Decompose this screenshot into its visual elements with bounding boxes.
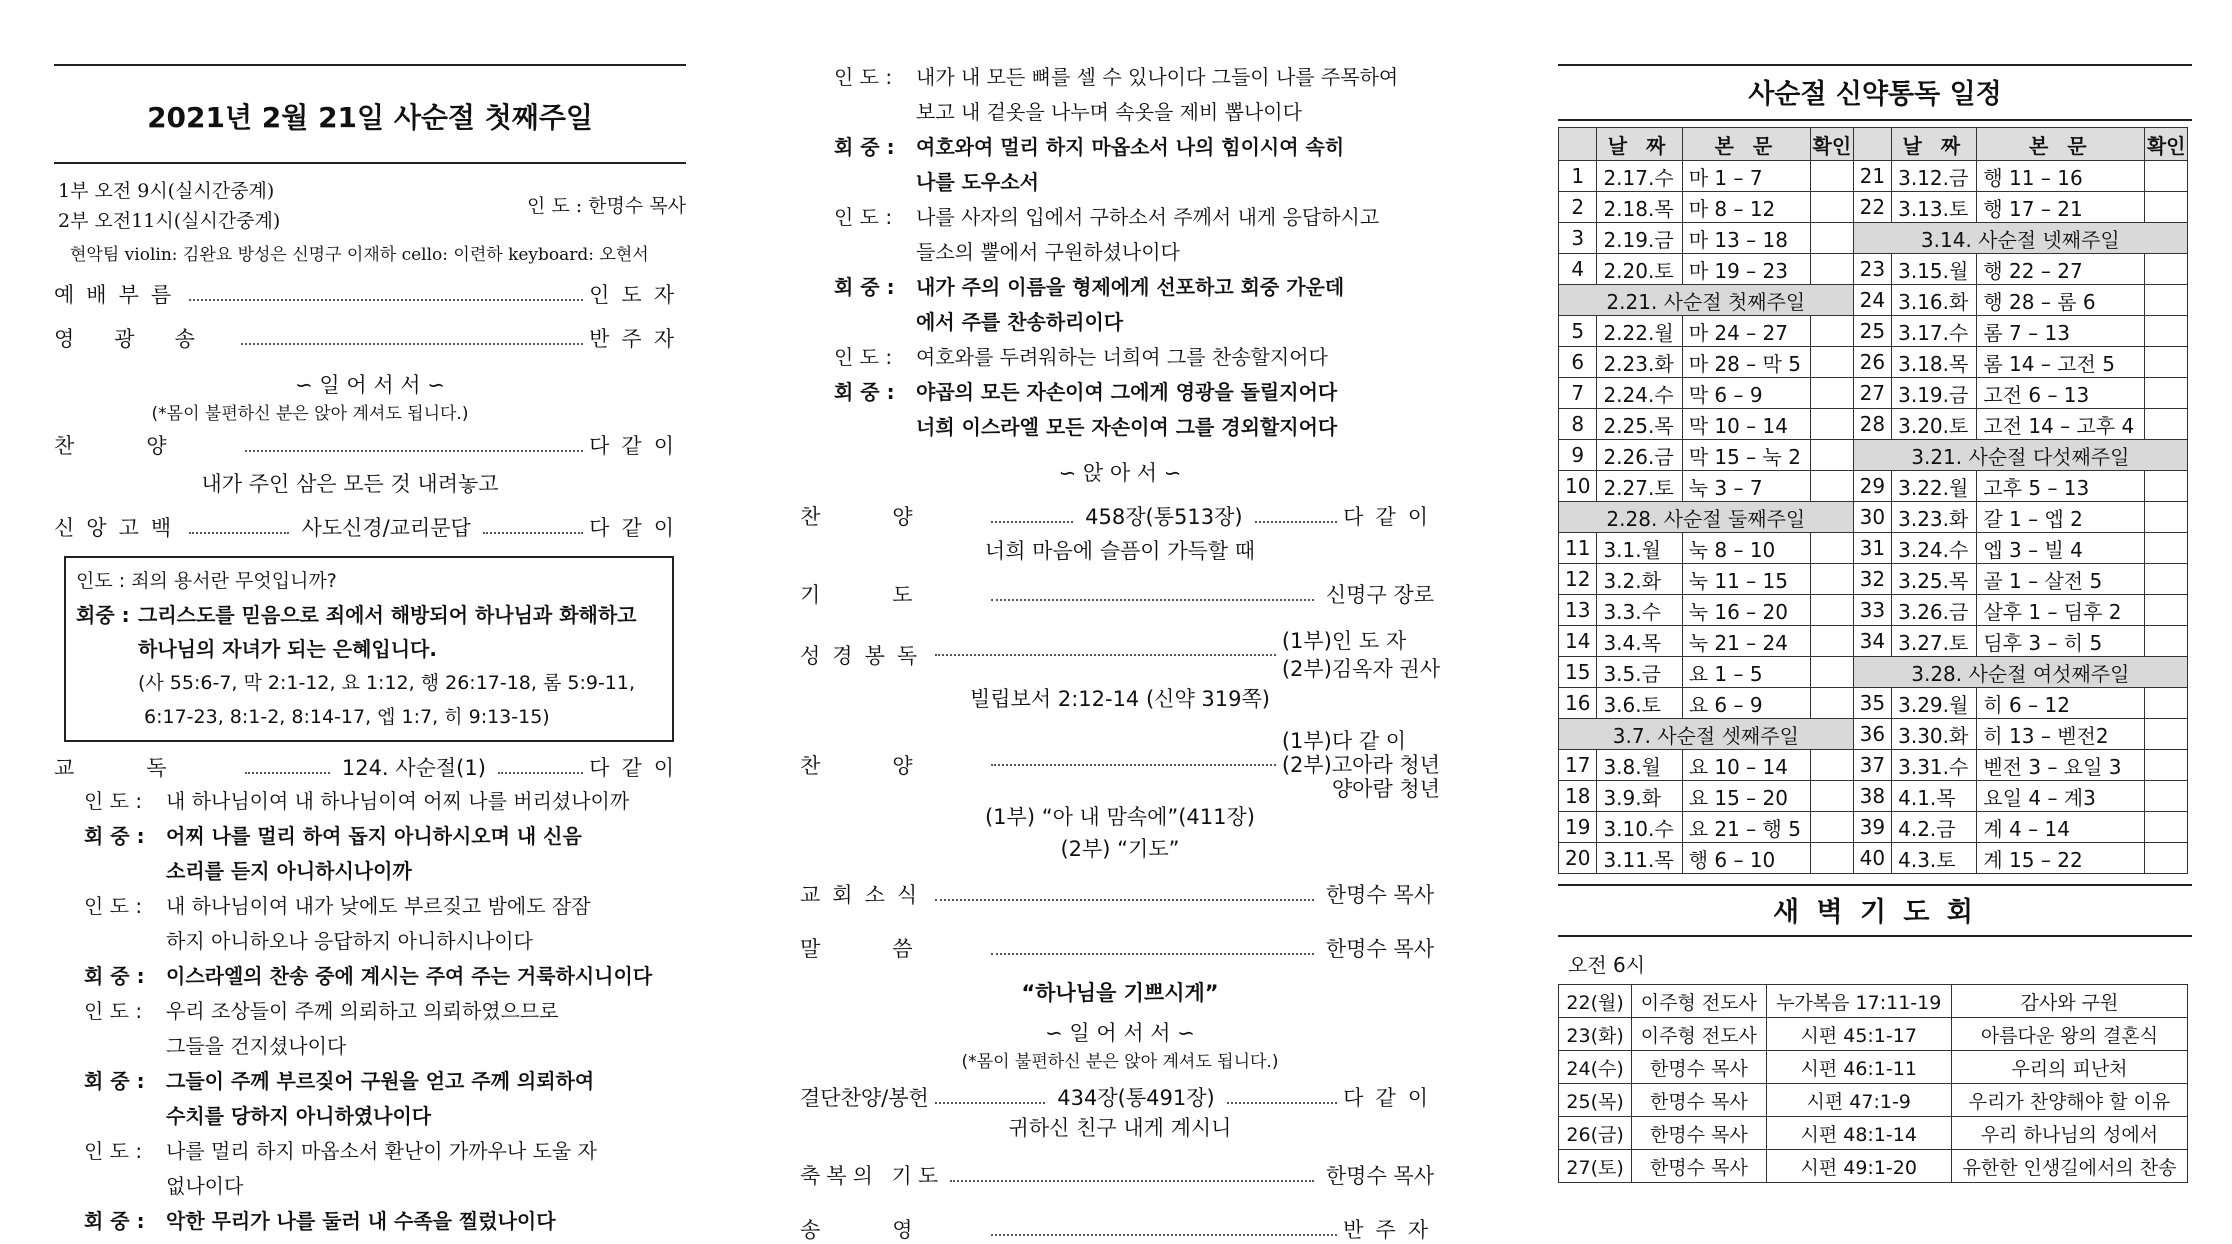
- dawn-prayer-title: 새 벽 기 도 회: [1772, 897, 1977, 928]
- schedule-row: 3.7. 사순절 셋째주일 36 3.30.화 히 13 – 벧전2: [1559, 719, 2188, 750]
- order-church-news: 교회소식 한명수 목사: [800, 883, 1434, 907]
- hymn-2-title: 너희 마음에 슬픔이 가득할 때: [984, 539, 1256, 563]
- schedule-row: 1 2.17.수 마 1 – 7 21 3.12.금 행 11 – 16: [1559, 161, 2188, 192]
- schedule-row: 13 3.3.수 눅 16 – 20 33 3.26.금 살후 1 – 딤후 2: [1559, 595, 2188, 626]
- schedule-row: 4 2.20.토 마 19 – 23 23 3.15.월 행 22 – 27: [1559, 254, 2188, 285]
- dawn-prayer-row: 23(화) 이주형 전도사 시편 45:1-17 아름다운 왕의 결혼식: [1559, 1018, 2188, 1051]
- schedule-row: 16 3.6.토 요 6 – 9 35 3.29.월 히 6 – 12: [1559, 688, 2188, 719]
- title-rule: [54, 162, 686, 164]
- dawn-prayer-row: 22(월) 이주형 전도사 누가복음 17:11-19 감사와 구원: [1559, 985, 2188, 1018]
- leader-line: 인 도 : 나를 사자의 입에서 구하소서 주께서 내게 응답하시고 들소의 뿔에서 구원하셨나이다: [834, 205, 1380, 264]
- order-sermon: 말씀 한명수 목사: [800, 937, 1434, 961]
- dawn-time: 오전 6시: [1568, 953, 1646, 977]
- dawn-prayer-row: 25(목) 한명수 목사 시편 47:1-9 우리가 찬양해야 할 이유: [1559, 1084, 2188, 1117]
- congregation-line: 회 중 : 그들이 주께 부르짖어 구원을 얻고 주께 의뢰하여 수치를 당하지 아니하였나이다: [84, 1069, 595, 1128]
- schedule-row: 17 3.8.월 요 10 – 14 37 3.31.수 벧전 3 – 요일 3: [1559, 750, 2188, 781]
- leader-line: 인 도 : 내 하나님이여 내가 낮에도 부르짖고 밤에도 잠잠 하지 아니하오나 응답하지 아니하시나이다: [84, 894, 591, 953]
- catechism-answer: 회중 : 그리스도를 믿음으로 죄에서 해방되어 하나님과 화해하고 하나님의 자녀가 되는 은혜입니다.: [76, 603, 637, 661]
- leader-line: 인 도 : 우리 조상들이 주께 의뢰하고 의뢰하였으므로 그들을 건지셨나이다: [84, 999, 559, 1058]
- order-scripture: 성경봉독 (1부)인 도 자 (2부)김옥자 권사: [800, 629, 1440, 681]
- stand-instruction: ∽ 일 어 서 서 ∽: [295, 373, 445, 397]
- schedule-row: 2 2.18.목 마 8 – 12 22 3.13.토 행 17 – 21: [1559, 192, 2188, 223]
- scripture-reference: 빌립보서 2:12-14 (신약 319쪽): [970, 687, 1270, 711]
- catechism-question: 인도 : 죄의 용서란 무엇입니까?: [76, 570, 337, 592]
- schedule-row: 10 2.27.토 눅 3 – 7 29 3.22.월 고후 5 – 13: [1559, 471, 2188, 502]
- order-call-to-worship: 예배부름 인도자: [54, 283, 686, 307]
- schedule-row: 9 2.26.금 막 15 – 눅 2 3.21. 사순절 다섯째주일: [1559, 440, 2188, 471]
- congregation-line: 회 중 : 내가 주의 이름을 형제에게 선포하고 회중 가운데 에서 주를 찬송하리이다: [834, 275, 1345, 334]
- stand-note: (*몸이 불편하신 분은 앉아 계셔도 됩니다.): [151, 404, 469, 424]
- order-choir: 찬양 (1부)다 같 이 (2부) 고아라 청년 양아람 청년: [800, 729, 1440, 801]
- schedule-row: 6 2.23.화 마 28 – 막 5 26 3.18.목 롬 14 – 고전 5: [1559, 347, 2188, 378]
- dawn-prayer-row: 26(금) 한명수 목사 시편 48:1-14 우리 하나님의 성에서: [1559, 1117, 2188, 1150]
- dawn-prayer-row: 24(수) 한명수 목사 시편 46:1-11 우리의 피난처: [1559, 1051, 2188, 1084]
- catechism-box: [64, 556, 674, 742]
- schedule-row: 18 3.9.화 요 15 – 20 38 4.1.목 요일 4 – 계3: [1559, 781, 2188, 812]
- column-right: [1558, 0, 2192, 1183]
- stand-instruction-2: ∽ 일 어 서 서 ∽: [1045, 1021, 1195, 1045]
- order-responsive-reading: 교독 124. 사순절(1) 다같이: [54, 756, 687, 780]
- responsive-reading-2: [800, 60, 1440, 445]
- column-middle: [800, 0, 1440, 1244]
- schedule-row: 8 2.25.목 막 10 – 14 28 3.20.토 고전 14 – 고후 4: [1559, 409, 2188, 440]
- schedule-top-rule: [1558, 64, 2192, 66]
- dawn-rule: [1558, 935, 2192, 937]
- offering-hymn-title: 귀하신 친구 내게 계시니: [1008, 1116, 1232, 1140]
- choir-songs: (1부) “아 내 맘속에”(411장) (2부) “기도”: [984, 805, 1255, 861]
- congregation-line: 회 중 : 여호와여 멀리 하지 마옵소서 나의 힘이시여 속히 나를 도우소서: [834, 135, 1345, 194]
- sermon-title: “하나님을 기쁘시게”: [1021, 981, 1219, 1005]
- leader-line: 인 도 : 내 하나님이여 내 하나님이여 어찌 나를 버리셨나이까: [84, 789, 630, 813]
- dawn-top-rule: [1558, 884, 2192, 886]
- service-2: 2부 오전11시(실시간중계): [58, 210, 281, 232]
- schedule-row: 14 3.4.목 눅 21 – 24 34 3.27.토 딤후 3 – 히 5: [1559, 626, 2188, 657]
- catechism-references: (사 55:6-7, 막 2:1-12, 요 1:12, 행 26:17-18, 롬 5:9-11, 6:17-23, 8:1-2, 8:14-17, 엡 1:7, 히 9:13-15): [138, 672, 636, 728]
- schedule-row: 12 3.2.화 눅 11 – 15 32 3.25.목 골 1 – 살전 5: [1559, 564, 2188, 595]
- schedule-title: 사순절 신약통독 일정: [1748, 79, 2002, 110]
- reading-schedule-table: [1558, 127, 2188, 874]
- order-doxology: 송영 반주자: [800, 1218, 1440, 1242]
- schedule-row: 7 2.24.수 막 6 – 9 27 3.19.금 고전 6 – 13: [1559, 378, 2188, 409]
- order-gloria: 영광송 반주자: [54, 327, 686, 351]
- congregation-line: 회 중 : 야곱의 모든 자손이여 그에게 영광을 돌릴지어다 너희 이스라엘 모든 자손이여 그를 경외할지어다: [834, 380, 1338, 439]
- leader: 인 도 : 한명수 목사: [526, 195, 686, 217]
- order-prayer: 기도 신명구 장로: [800, 583, 1434, 607]
- schedule-row: 20 3.11.목 행 6 – 10 40 4.3.토 계 15 – 22: [1559, 843, 2188, 874]
- schedule-row: 19 3.10.수 요 21 – 행 5 39 4.2.금 계 4 – 14: [1559, 812, 2188, 843]
- responsive-reading-1: [54, 784, 686, 1239]
- schedule-row: 11 3.1.월 눅 8 – 10 31 3.24.수 엡 3 – 빌 4: [1559, 533, 2188, 564]
- congregation-line: 회 중 : 이스라엘의 찬송 중에 계시는 주여 주는 거룩하시니이다: [84, 964, 653, 988]
- order-creed: 신앙고백 사도신경/교리문답 다같이: [54, 516, 687, 540]
- stand-note-2: (*몸이 불편하신 분은 앉아 계셔도 됩니다.): [961, 1052, 1279, 1072]
- schedule-row: 15 3.5.금 요 1 – 5 3.28. 사순절 여섯째주일: [1559, 657, 2188, 688]
- order-hymn-2: 찬양 458장(통513장) 다같이: [800, 505, 1441, 529]
- column-left: [54, 0, 686, 1239]
- dawn-prayer-table: [1558, 984, 2188, 1183]
- hymn-1-title: 내가 주인 삼은 모든 것 내려놓고: [201, 472, 499, 496]
- schedule-row: 3 2.19.금 마 13 – 18 3.14. 사순절 넷째주일: [1559, 223, 2188, 254]
- order-benediction: 축복의 기도 한명수 목사: [800, 1164, 1434, 1188]
- top-rule: [54, 64, 686, 66]
- service-1: 1부 오전 9시(실시간중계): [58, 180, 275, 202]
- schedule-row: 2.28. 사순절 둘째주일 30 3.23.화 갈 1 – 엡 2: [1559, 502, 2188, 533]
- schedule-header: 날 짜 본 문 확인 날 짜 본 문 확인: [1559, 128, 2188, 161]
- congregation-line: 회 중 : 악한 무리가 나를 둘러 내 수족을 찔렀나이다: [84, 1209, 556, 1233]
- leader-line: 인 도 : 여호와를 두려워하는 너희여 그를 찬송할지어다: [834, 345, 1328, 369]
- schedule-row: 2.21. 사순절 첫째주일 24 3.16.화 행 28 – 롬 6: [1559, 285, 2188, 316]
- leader-line: 인 도 : 내가 내 모든 뼈를 셀 수 있나이다 그들이 나를 주목하여 보고 내 겉옷을 나누며 속옷을 제비 뽑나이다: [834, 65, 1399, 124]
- page-title: 2021년 2월 21일 사순절 첫째주일: [147, 101, 593, 134]
- musicians: 현악팀 violin: 김완요 방성은 신명구 이재하 cello: 이련하 keyboard: 오현서: [70, 245, 649, 265]
- schedule-row: 5 2.22.월 마 24 – 27 25 3.17.수 롬 7 – 13: [1559, 316, 2188, 347]
- order-offering: 결단찬양/봉헌 434장(통491장) 다같이: [800, 1086, 1441, 1110]
- service-info: [54, 176, 686, 236]
- dawn-prayer-row: 27(토) 한명수 목사 시편 49:1-20 유한한 인생길에서의 찬송: [1559, 1150, 2188, 1183]
- congregation-line: 회 중 : 어찌 나를 멀리 하여 돕지 아니하시오며 내 신음 소리를 듣지 아니하시나이까: [84, 824, 582, 883]
- schedule-rule: [1558, 119, 2192, 121]
- sit-instruction: ∽ 앉 아 서 ∽: [1058, 461, 1182, 485]
- order-hymn-1: 찬양 다같이: [54, 434, 686, 458]
- leader-line: 인 도 : 나를 멀리 하지 마옵소서 환난이 가까우나 도울 자 없나이다: [84, 1139, 597, 1198]
